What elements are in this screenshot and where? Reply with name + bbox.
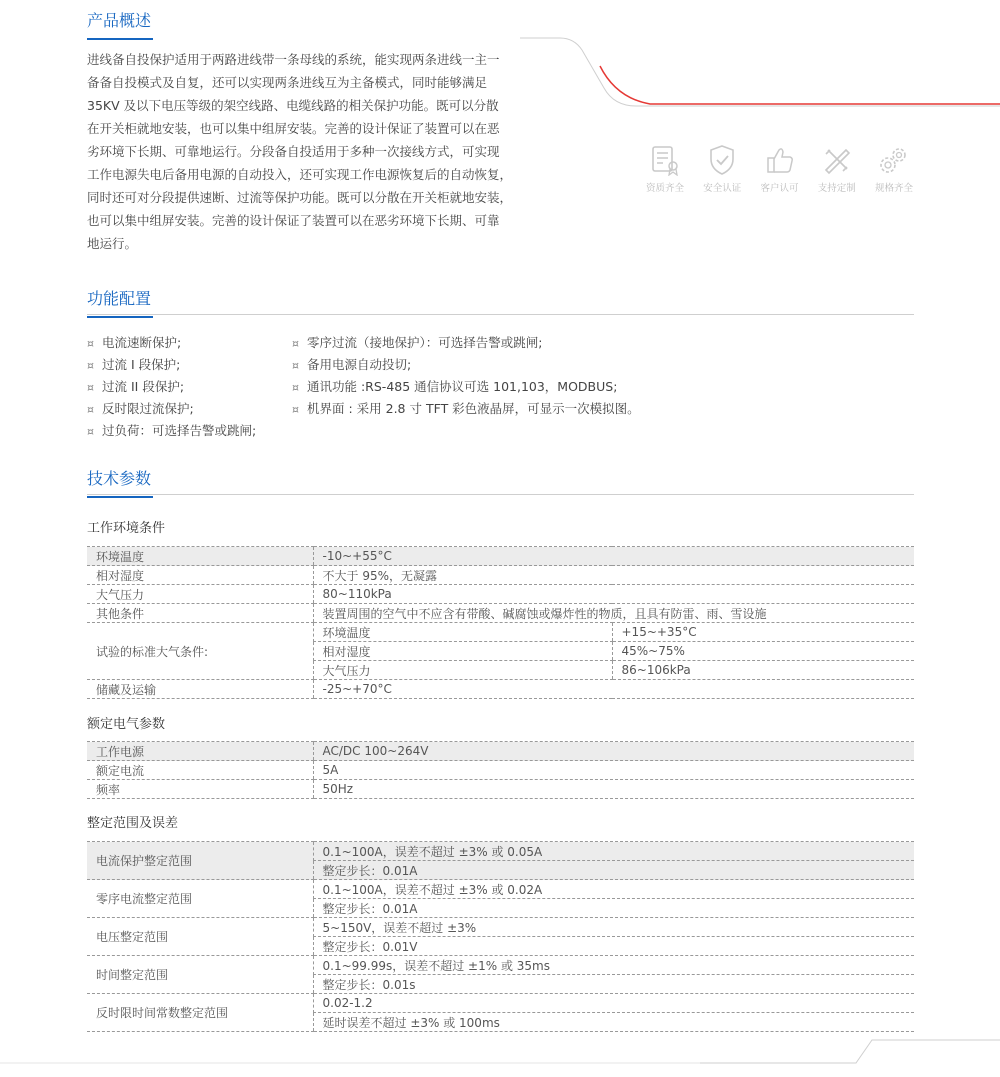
overview-paragraph: 进线备自投保护适用于两路进线带一条母线的系统，能实现两条进线一主一 备备自投模式及自复，还可以实现两条进线互为主备模式，同时能够满足 35KV 及以下电压等级的架空线路、电缆线路的相关保护功能。既可以分散 在开关柜就地安装，也可以集中组屏安装。完善的设计保证了装置可以在恶 劣环境下长期、可靠地运行。分段备自投适用于多种一次接线方式，可实现 工作电源失电后备用电源的自动投入，还可实现工作电源恢复后的自动恢复， 同时还可对分段提供速断、过流等保护功能。既可以分散在开关柜就地安装， 也可以集中组屏安装。完善的设计保证了装置可以在恶劣环境下长期、可靠 地运行。	[87, 52, 513, 251]
list-item: ¤ 机界面 : 采用 2.8 寸 TFT 彩色液晶屏，可显示一次模拟图。	[292, 401, 640, 416]
list-item: ¤ 电流速断保护;	[87, 335, 182, 350]
table-row: 零序电流整定范围 0.1~100A，误差不超过 ±3% 或 0.02A	[87, 880, 914, 899]
gears-icon	[877, 144, 911, 176]
certificate-icon	[648, 144, 682, 176]
thumbs-up-icon	[763, 144, 797, 176]
table-row: 整定步长：0.01V	[87, 937, 914, 956]
table-row: 整定步长：0.01s	[87, 975, 914, 994]
table-row: 相对湿度 45%~75%	[87, 642, 914, 661]
feature-tools: 支持定制	[809, 144, 865, 194]
feature-gears: 规格齐全	[866, 144, 922, 194]
feature-shield: 安全认证	[694, 144, 750, 194]
list-item: ¤ 过负荷：可选择告警或跳闸;	[87, 423, 257, 438]
table-row: 电流保护整定范围 0.1~100A，误差不超过 ±3% 或 0.05A	[87, 842, 914, 861]
electrical-table	[87, 741, 914, 799]
section-title-functions: 功能配置	[87, 286, 151, 309]
table-row: 时间整定范围 0.1~99.99s，误差不超过 ±1% 或 35ms	[87, 956, 914, 975]
table-row: 大气压力 86~106kPa	[87, 661, 914, 680]
section-title-params: 技术参数	[87, 466, 151, 489]
divider	[87, 494, 914, 495]
table-row: 额定电流 5A	[87, 761, 914, 780]
table-row: 环境温度 -10~+55°C	[87, 547, 914, 566]
table-row: 储藏及运输 -25~+70°C	[87, 680, 914, 699]
list-item: ¤ 备用电源自动投切;	[292, 357, 412, 372]
ranges-table	[87, 841, 914, 1032]
table-row: 大气压力 80~110kPa	[87, 585, 914, 604]
table-row: 延时误差不超过 ±3% 或 100ms	[87, 1013, 914, 1032]
section-title-overview: 产品概述	[87, 8, 151, 31]
list-item: ¤ 过流 I 段保护;	[87, 357, 181, 372]
divider	[87, 314, 914, 315]
table-row: 电压整定范围 5~150V，误差不超过 ±3%	[87, 918, 914, 937]
table-row: 其他条件 装置周围的空气中不应含有带酸、碱腐蚀或爆炸性的物质，且具有防雷、雨、雪设施	[87, 604, 914, 623]
table-row: 反时限时间常数整定范围 0.02-1.2	[87, 994, 914, 1013]
table-row: 整定步长：0.01A	[87, 861, 914, 880]
function-list-right	[292, 332, 640, 420]
list-item: ¤ 反时限过流保护;	[87, 401, 194, 416]
shield-icon	[705, 144, 739, 176]
function-list-left	[87, 332, 256, 442]
environment-table	[87, 546, 914, 699]
table-row: 频率 50Hz	[87, 780, 914, 799]
red-accent-line	[600, 66, 1000, 104]
list-item: ¤ 通讯功能 :RS-485 通信协议可选 101,103，MODBUS;	[292, 379, 618, 394]
subhead-environment: 工作环境条件	[87, 521, 166, 536]
subhead-electrical: 额定电气参数	[87, 717, 166, 732]
table-row: 相对湿度 不大于 95%，无凝露	[87, 566, 914, 585]
list-item: ¤ 过流 II 段保护;	[87, 379, 185, 394]
feature-certificate: 资质齐全	[637, 144, 693, 194]
table-row: 工作电源 AC/DC 100~264V	[87, 742, 914, 761]
subhead-ranges: 整定范围及误差	[87, 816, 179, 831]
tools-icon	[820, 144, 854, 176]
feature-icons-row	[637, 144, 922, 194]
table-row: 整定步长：0.01A	[87, 899, 914, 918]
feature-thumbs-up: 客户认可	[752, 144, 808, 194]
list-item: ¤ 零序过流（接地保护）：可选择告警或跳闸;	[292, 335, 543, 350]
table-row: 试验的标准大气条件: 环境温度 +15~+35°C	[87, 623, 914, 642]
